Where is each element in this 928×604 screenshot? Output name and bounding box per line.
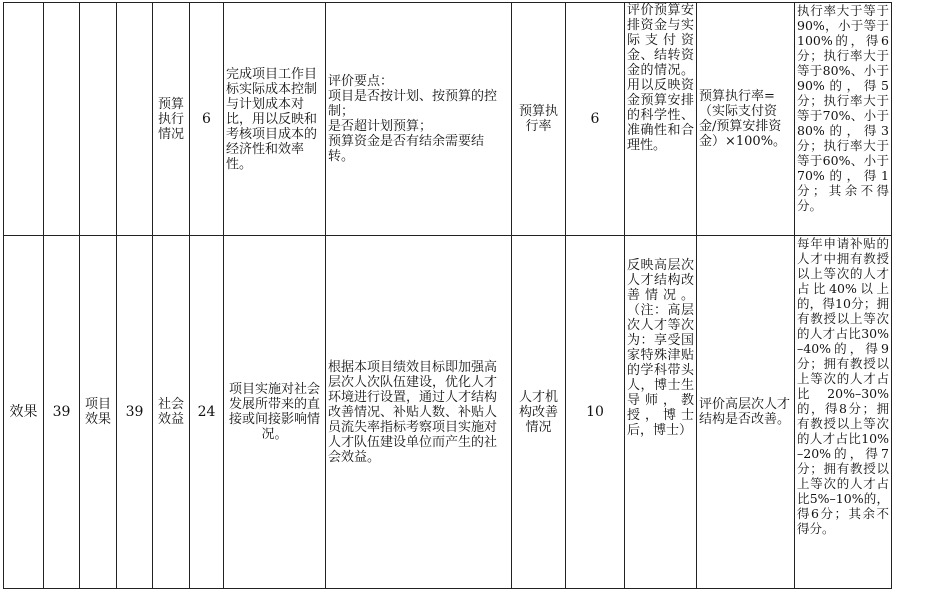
scoring-standard-cell: 每年申请补贴的人才中拥有教授以上等次的人才占比40%以上的，得10分；拥有教授以上等次的人才占比30%–40%的，得9分；拥有教授以上等次的人才占比20%–30%的，得8分；拥有教授以上等次的人才占比10%–20%的，得7分；拥有教授以上等次的人才占比5%–10%的，得6分；其余不得分。 bbox=[795, 236, 892, 589]
level1-score-cell bbox=[44, 3, 80, 236]
indicator-explanation-cell: 评价预算安排资金与实际支付资金、结转资金的情况。用以反映资金预算安排的科学性、准确性和合理性。 bbox=[625, 3, 697, 236]
table-row bbox=[4, 3, 892, 236]
indicator-score-cell: 6 bbox=[566, 3, 625, 236]
formula-cell: 评价高层次人才结构是否改善。 bbox=[697, 236, 795, 589]
level1-indicator-cell: 效果 bbox=[4, 236, 44, 589]
table-row bbox=[4, 236, 892, 589]
scoring-standard-cell: 执行率大于等于90%，小于等于100%的，得6分；执行率大于等于80%、小于90%的，得5分；执行率大于等于70%、小于80%的，得3分；执行率大于等于60%、小于70%的，得1分；其余不得分。 bbox=[795, 3, 892, 236]
level1-indicator-cell bbox=[4, 3, 44, 236]
evaluation-points-cell: 评价要点： 项目是否按计划、按预算的控制； 是否超计划预算； 预算资金是否有结余需要结转。 bbox=[326, 3, 512, 236]
indicator-score-cell: 10 bbox=[566, 236, 625, 589]
performance-evaluation-table bbox=[3, 2, 892, 589]
level2-indicator-cell bbox=[80, 3, 117, 236]
indicator-name-cell: 预算执行率 bbox=[512, 3, 566, 236]
indicator-name-cell: 人才机构改善情况 bbox=[512, 236, 566, 589]
level3-indicator-cell: 社会效益 bbox=[153, 236, 190, 589]
indicator-explanation-cell: 反映高层次人才结构改善情况。（注：高层次人才等次为：享受国家特殊津贴的学科带头人，博士生导师，教授，博士后，博士） bbox=[625, 236, 697, 589]
level2-score-cell bbox=[117, 3, 153, 236]
level2-indicator-cell: 项目效果 bbox=[80, 236, 117, 589]
level3-indicator-cell: 预算执行情况 bbox=[153, 3, 190, 236]
level3-score-cell: 6 bbox=[190, 3, 224, 236]
target-cell: 项目实施对社会发展所带来的直接或间接影响情况。 bbox=[224, 236, 326, 589]
formula-cell: 预算执行率=（实际支付资金/预算安排资金）×100%。 bbox=[697, 3, 795, 236]
level2-score-cell: 39 bbox=[117, 236, 153, 589]
level3-score-cell: 24 bbox=[190, 236, 224, 589]
target-cell: 完成项目工作目标实际成本控制与计划成本对比，用以反映和考核项目成本的经济性和效率性。 bbox=[224, 3, 326, 236]
level1-score-cell: 39 bbox=[44, 236, 80, 589]
evaluation-points-cell: 根据本项目绩效目标即加强高层次人次队伍建设，优化人才环境进行设置，通过人才结构改善情况、补贴人数、补贴人员流失率指标考察项目实施对人才队伍建设单位而产生的社会效益。 bbox=[326, 236, 512, 589]
